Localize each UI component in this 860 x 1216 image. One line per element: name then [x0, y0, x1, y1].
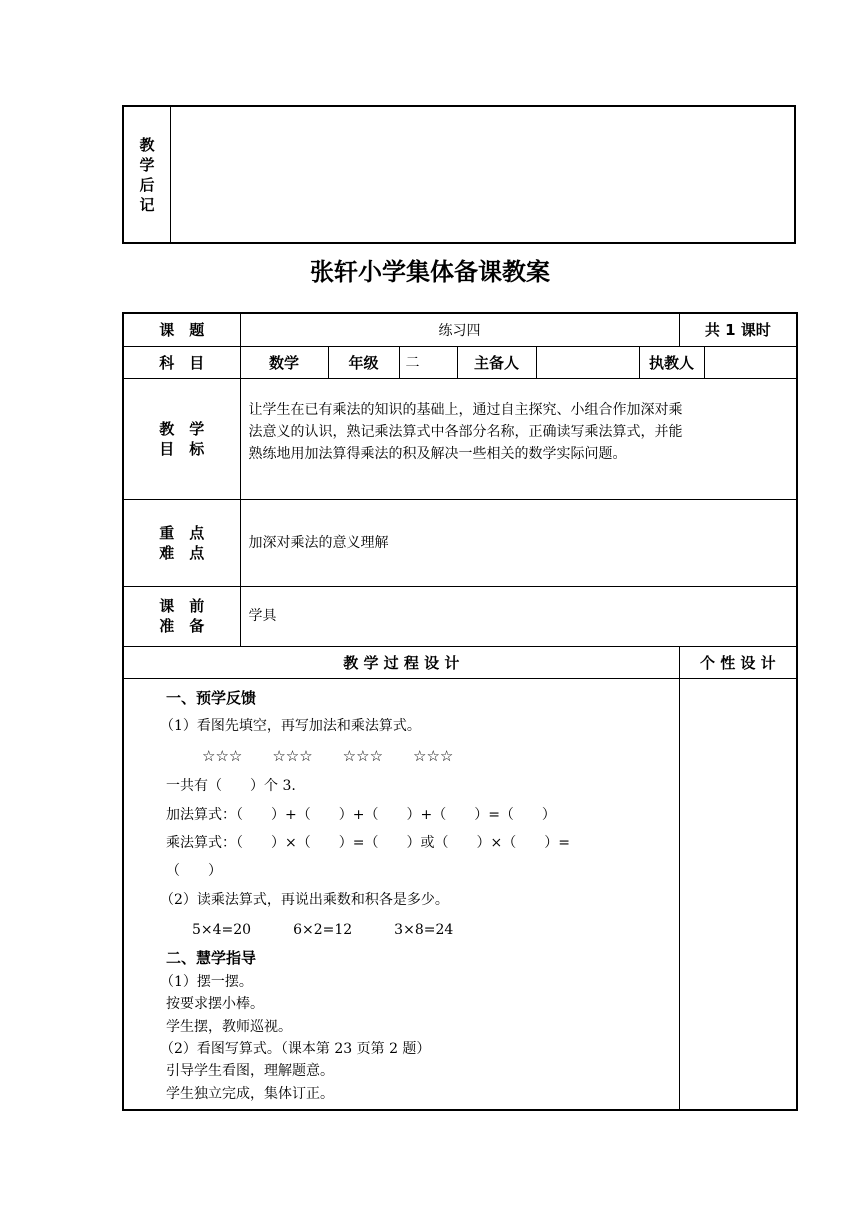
- process-line: （2）看图写算式。（课本第 23 页第 2 题）: [160, 1040, 431, 1057]
- reflection-label-char: 记: [139, 195, 155, 214]
- section-heading: 二、慧学指导: [166, 948, 257, 967]
- goals-line: 让学生在已有乘法的知识的基础上，通过自主探究、小组合作加深对乘: [248, 401, 683, 418]
- goals-value: [240, 378, 797, 499]
- teacher-label: 执教人: [639, 346, 704, 378]
- process-line: 加法算式：（ ）+（ ）+（ ）+（ ）=（ ）: [166, 806, 556, 823]
- key-points-label: [123, 499, 240, 586]
- reflection-label-cell: [123, 106, 171, 243]
- process-content: [123, 678, 679, 1110]
- teacher-value: [704, 346, 797, 378]
- subject-label: 科 目: [123, 346, 240, 378]
- process-line: （2）读乘法算式，再说出乘数和积各是多少。: [160, 891, 449, 908]
- grade-label: 年级: [328, 346, 399, 378]
- process-line: （1）看图先填空，再写加法和乘法算式。: [160, 717, 421, 734]
- process-line: 乘法算式：（ ）×（ ）=（ ）或（ ）×（ ）=: [166, 834, 570, 851]
- key-points-label-line: 难 点: [159, 543, 205, 562]
- process-line: 学生摆，教师巡视。: [166, 1018, 292, 1035]
- page-title: 张轩小学集体备课教案: [310, 258, 550, 286]
- personal-design-header: 个 性 设 计: [679, 646, 797, 678]
- preparation-label: [123, 586, 240, 646]
- preparer-label: 主备人: [457, 346, 536, 378]
- preparation-label-line: 课 前: [159, 597, 205, 615]
- process-header: 教 学 过 程 设 计: [123, 646, 679, 678]
- process-line: 按要求摆小棒。: [166, 995, 264, 1012]
- goals-label: [123, 378, 240, 499]
- topic-value: 练习四: [240, 313, 679, 346]
- personal-design-content: [679, 678, 797, 1110]
- process-line: 一共有（ ）个 3.: [166, 777, 296, 794]
- lesson-plan-table: [122, 312, 798, 1111]
- preparer-value: [536, 346, 639, 378]
- process-line: 引导学生看图，理解题意。: [166, 1062, 334, 1079]
- stars-figure: ☆☆☆ ☆☆☆ ☆☆☆ ☆☆☆: [202, 746, 454, 765]
- goals-label-line: 教 学: [159, 419, 205, 438]
- goals-label-line: 目 标: [159, 439, 205, 458]
- goals-line: 法意义的认识，熟记乘法算式中各部分名称，正确读写乘法算式，并能: [248, 423, 683, 440]
- subject-value: 数学: [240, 346, 328, 378]
- process-line: （ ）: [166, 862, 222, 879]
- grade-value: 二: [399, 346, 457, 378]
- reflection-table: [122, 105, 796, 244]
- goals-line: 熟练地用加法算得乘法的积及解决一些相关的数学实际问题。: [248, 445, 627, 462]
- reflection-label-char: 后: [139, 175, 155, 194]
- preparation-label-line: 准 备: [159, 617, 205, 635]
- process-line: 学生独立完成，集体订正。: [166, 1085, 334, 1102]
- process-line: （1）摆一摆。: [160, 973, 253, 990]
- process-equations: 5×4=20 6×2=12 3×8=24: [192, 921, 454, 938]
- reflection-label-char: 学: [139, 155, 155, 174]
- key-points-label-line: 重 点: [159, 523, 205, 542]
- key-points-value: 加深对乘法的意义理解: [240, 499, 797, 586]
- preparation-value: 学具: [240, 586, 797, 646]
- class-hours: 共 1 课时: [679, 313, 797, 346]
- section-heading: 一、预学反馈: [166, 688, 257, 707]
- reflection-content-cell: [171, 106, 796, 243]
- reflection-label-char: 教: [139, 135, 155, 154]
- topic-label: 课 题: [123, 313, 240, 346]
